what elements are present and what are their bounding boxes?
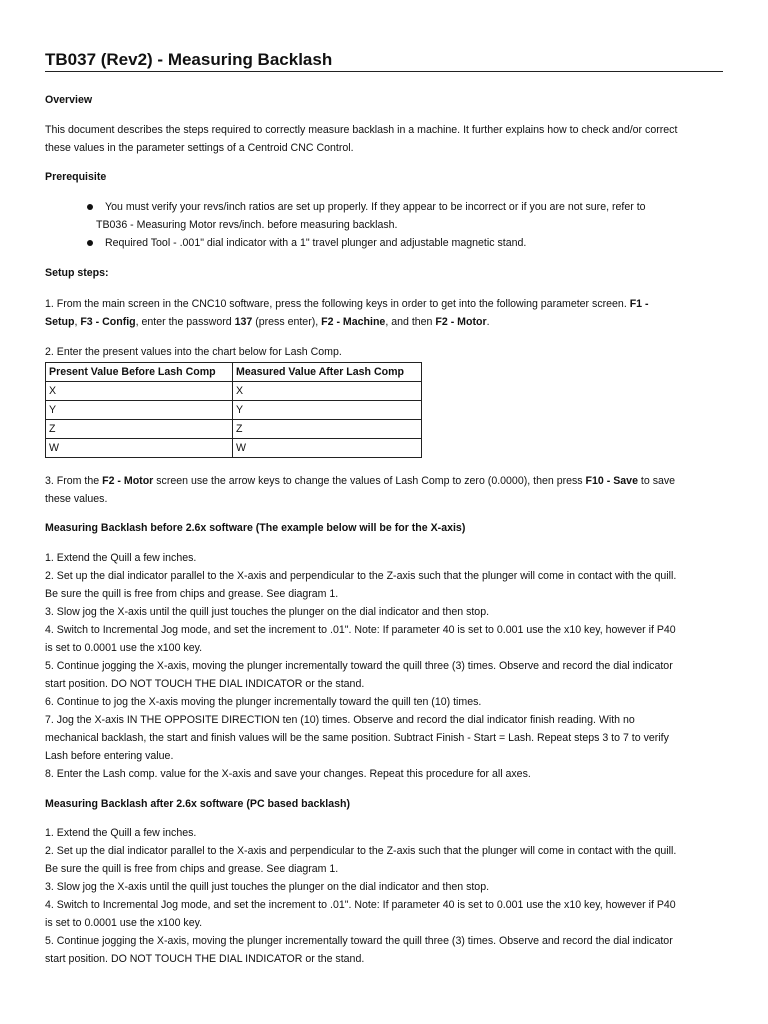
step1-key-f3: F3 - Config: [80, 316, 136, 328]
before-line: Be sure the quill is free from chips and grease. See diagram 1.: [45, 588, 339, 600]
step3-key-f10-save: F10 - Save: [585, 475, 638, 487]
table-cell: X: [46, 382, 233, 401]
before-line: 2. Set up the dial indicator parallel to the X-axis and perpendicular to the Z-axis such that the plunger will come in contact with the quill.: [45, 570, 677, 582]
table-row: [46, 401, 422, 420]
document-title: TB037 (Rev2) - Measuring Backlash: [45, 50, 723, 72]
table-cell: W: [46, 439, 233, 458]
prerequisite-heading: Prerequisite: [45, 171, 107, 183]
before-line: 5. Continue jogging the X-axis, moving the plunger incrementally toward the quill three (3) times. Observe and record the dial indicator: [45, 660, 673, 672]
after-line: 4. Switch to Incremental Jog mode, and set the increment to .01". Note: If parameter 40 is set to 0.001 use the x10 key, however if P40: [45, 899, 676, 911]
setup-step-1: [45, 295, 723, 331]
before-line: 4. Switch to Incremental Jog mode, and set the increment to .01". Note: If parameter 40 is set to 0.001 use the x10 key, however if P40: [45, 624, 676, 636]
step1-text-e: .: [486, 316, 490, 328]
setup-step-2: 2. Enter the present values into the chart below for Lash Comp.: [45, 346, 342, 358]
bullet-1-line-2: TB036 - Measuring Motor revs/inch. before measuring backlash.: [96, 219, 398, 231]
before-steps: [45, 549, 723, 783]
after-line: 2. Set up the dial indicator parallel to the X-axis and perpendicular to the Z-axis such that the plunger will come in contact with the quill.: [45, 845, 677, 857]
after-line: Be sure the quill is free from chips and grease. See diagram 1.: [45, 863, 339, 875]
bullet-2-text: Required Tool - .001" dial indicator with a 1" travel plunger and adjustable magnetic stand.: [105, 237, 527, 249]
after-heading: Measuring Backlash after 2.6x software (PC based backlash): [45, 798, 350, 810]
step1-text-b: , enter the password: [135, 316, 235, 328]
prerequisite-bullet-1: [87, 198, 723, 234]
overview-line-2: these values in the parameter settings of a Centroid CNC Control.: [45, 142, 354, 154]
table-cell: W: [233, 439, 422, 458]
after-line: start position. DO NOT TOUCH THE DIAL INDICATOR or the stand.: [45, 953, 365, 965]
overview-paragraph: [45, 121, 723, 157]
table-header-measured: Measured Value After Lash Comp: [233, 363, 422, 382]
before-line: 7. Jog the X-axis IN THE OPPOSITE DIRECTION ten (10) times. Observe and record the dial indicator finish reading. With no: [45, 714, 635, 726]
table-cell: Z: [233, 420, 422, 439]
after-steps: [45, 824, 723, 968]
before-line: mechanical backlash, the start and finish values will be the same position. Subtract Finish - Start = Lash. Repeat steps 3 to 7 to verify: [45, 732, 669, 744]
table-cell: Y: [46, 401, 233, 420]
step3-text-c: to save: [637, 475, 676, 487]
after-line: 3. Slow jog the X-axis until the quill just touches the plunger on the dial indicator and then stop.: [45, 881, 490, 893]
after-line: 5. Continue jogging the X-axis, moving the plunger incrementally toward the quill three (3) times. Observe and record the dial indicator: [45, 935, 673, 947]
step1-key-f1: F1 -: [629, 298, 649, 310]
step1-key-f2-motor: F2 - Motor: [435, 316, 487, 328]
bullet-dot-icon: [87, 240, 93, 246]
step1-sep: ,: [74, 316, 81, 328]
step1-key-f2-machine: F2 - Machine: [321, 316, 386, 328]
step3-line-2: these values.: [45, 493, 108, 505]
before-line: start position. DO NOT TOUCH THE DIAL INDICATOR or the stand.: [45, 678, 365, 690]
after-line: is set to 0.0001 use the x100 key.: [45, 917, 203, 929]
lash-comp-table: [45, 362, 422, 458]
before-heading: Measuring Backlash before 2.6x software (The example below will be for the X-axis): [45, 522, 466, 534]
bullet-1-line-1: You must verify your revs/inch ratios are set up properly. If they appear to be incorrect or if you are not sure, refer to: [105, 201, 646, 213]
before-line: 8. Enter the Lash comp. value for the X-axis and save your changes. Repeat this procedure for all axes.: [45, 768, 531, 780]
before-line: 1. Extend the Quill a few inches.: [45, 552, 197, 564]
step3-text-b: screen use the arrow keys to change the values of Lash Comp to zero (0.0000), then press: [153, 475, 586, 487]
step3-key-f2-motor: F2 - Motor: [102, 475, 154, 487]
step1-password: 137: [234, 316, 253, 328]
before-line: is set to 0.0001 use the x100 key.: [45, 642, 203, 654]
table-cell: Y: [233, 401, 422, 420]
before-line: 3. Slow jog the X-axis until the quill just touches the plunger on the dial indicator and then stop.: [45, 606, 490, 618]
before-line: 6. Continue to jog the X-axis moving the plunger incrementally toward the quill ten (10) times.: [45, 696, 482, 708]
table-row: [46, 420, 422, 439]
before-line: Lash before entering value.: [45, 750, 174, 762]
table-cell: Z: [46, 420, 233, 439]
overview-line-1: This document describes the steps required to correctly measure backlash in a machine. It further explains how to check and/or correct: [45, 124, 678, 136]
table-header-row: [46, 363, 422, 382]
table-row: [46, 382, 422, 401]
step1-text-a: 1. From the main screen in the CNC10 software, press the following keys in order to get into the following parameter screen.: [45, 298, 630, 310]
after-line: 1. Extend the Quill a few inches.: [45, 827, 197, 839]
setup-step-3: [45, 472, 723, 508]
step3-text-a: 3. From the: [45, 475, 103, 487]
table-cell: X: [233, 382, 422, 401]
overview-heading: Overview: [45, 94, 93, 106]
step1-key-setup: Setup: [45, 316, 75, 328]
setup-heading: Setup steps:: [45, 267, 109, 279]
bullet-dot-icon: [87, 204, 93, 210]
step1-text-c: (press enter),: [252, 316, 322, 328]
table-header-present: Present Value Before Lash Comp: [46, 363, 233, 382]
prerequisite-bullet-2: [87, 234, 723, 252]
table-row: [46, 439, 422, 458]
step1-text-d: , and then: [385, 316, 436, 328]
